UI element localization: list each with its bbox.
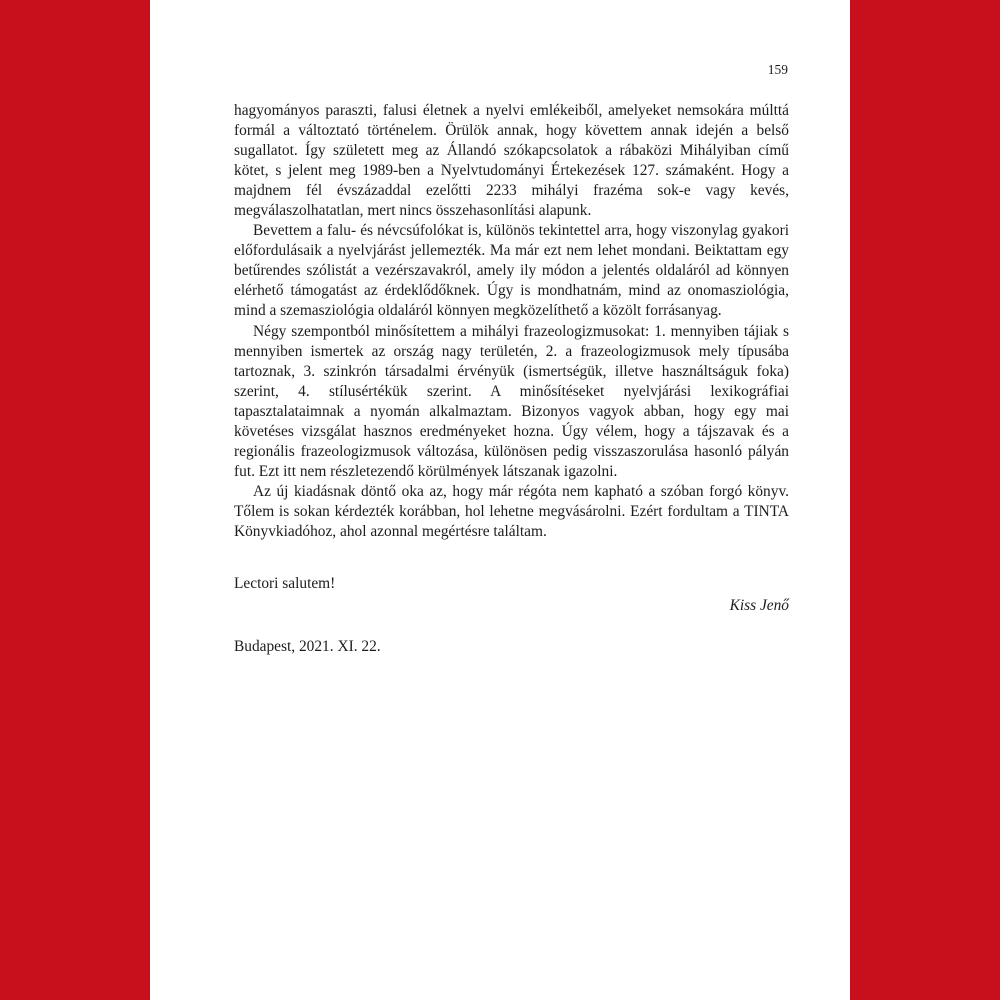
left-red-band: [0, 0, 150, 1000]
author-signature: Kiss Jenő: [729, 597, 789, 614]
paragraph-1: hagyományos paraszti, falusi életnek a nyelvi emlékeiből, amelyeket nemsokára múlttá formál a változtató történelem. Örülök annak, hogy követtem annak idején a belső sugallatot. Így született meg az Állandó szókapcsolatok a rábaközi Mihályiban című kötet, s jelent meg 1989-ben a Nyelvtudományi Értekezések 127. számaként. Hogy a majdnem fél évszázaddal ezelőtti 2233 mihályi frazéma sok-e vagy kevés, megválaszolhatatlan, mert nincs összehasonlítási alapunk.: [234, 102, 789, 220]
page-number: 159: [767, 62, 788, 77]
place-and-date: Budapest, 2021. XI. 22.: [234, 638, 381, 655]
paragraph-2: Bevettem a falu- és névcsúfolókat is, különös tekintettel arra, hogy viszonylag gyakori előfordulásaik a nyelvjárást jellemezték. Ma már ezt nem lehet mondani. Beiktattam egy betűrendes szólistát a vezérszavakról, amely ily módon a jelentés oldaláról ad könnyen elérhető támogatást az érdeklődőknek. Úgy is mondhatnám, mind az onomasziológia, mind a szemasziológia oldaláról könnyen megközelíthető a közölt forrásanyag.: [234, 222, 789, 320]
right-red-band: [850, 0, 1000, 1000]
body-text: [234, 101, 789, 542]
paragraph-4: Az új kiadásnak döntő oka az, hogy már régóta nem kapható a szóban forgó könyv. Tőlem is sokan kérdezték korábban, hol lehetne megvásárolni. Ezért fordultam a TINTA Könyvkiadóhoz, ahol azonnal megértésre találtam.: [234, 482, 789, 540]
paragraph-3: Négy szempontból minősítettem a mihályi frazeologizmusokat: 1. mennyiben tájiak s mennyiben ismertek az ország nagy területén, 2. a frazeologizmusok mely típusába tartoznak, 3. szinkrón társadalmi érvényük (ismertségük, illetve használtságuk foka) szerint, 4. stílusértékük szerint. A minősítéseket nyelvjárási lexikográfiai tapasztalataimnak a nyomán alkalmaztam. Bizonyos vagyok abban, hogy egy mai követéses vizsgálat hasznos eredményeket hozna. Úgy vélem, hogy a tájszavak és a regionális frazeologizmusok változása, különösen pedig visszaszorulása hasonló pályán fut. Ezt itt nem részletezendő körülmények látszanak igazolni.: [234, 322, 789, 480]
closing-salutation: Lectori salutem!: [234, 575, 336, 592]
book-page: [150, 0, 850, 1000]
